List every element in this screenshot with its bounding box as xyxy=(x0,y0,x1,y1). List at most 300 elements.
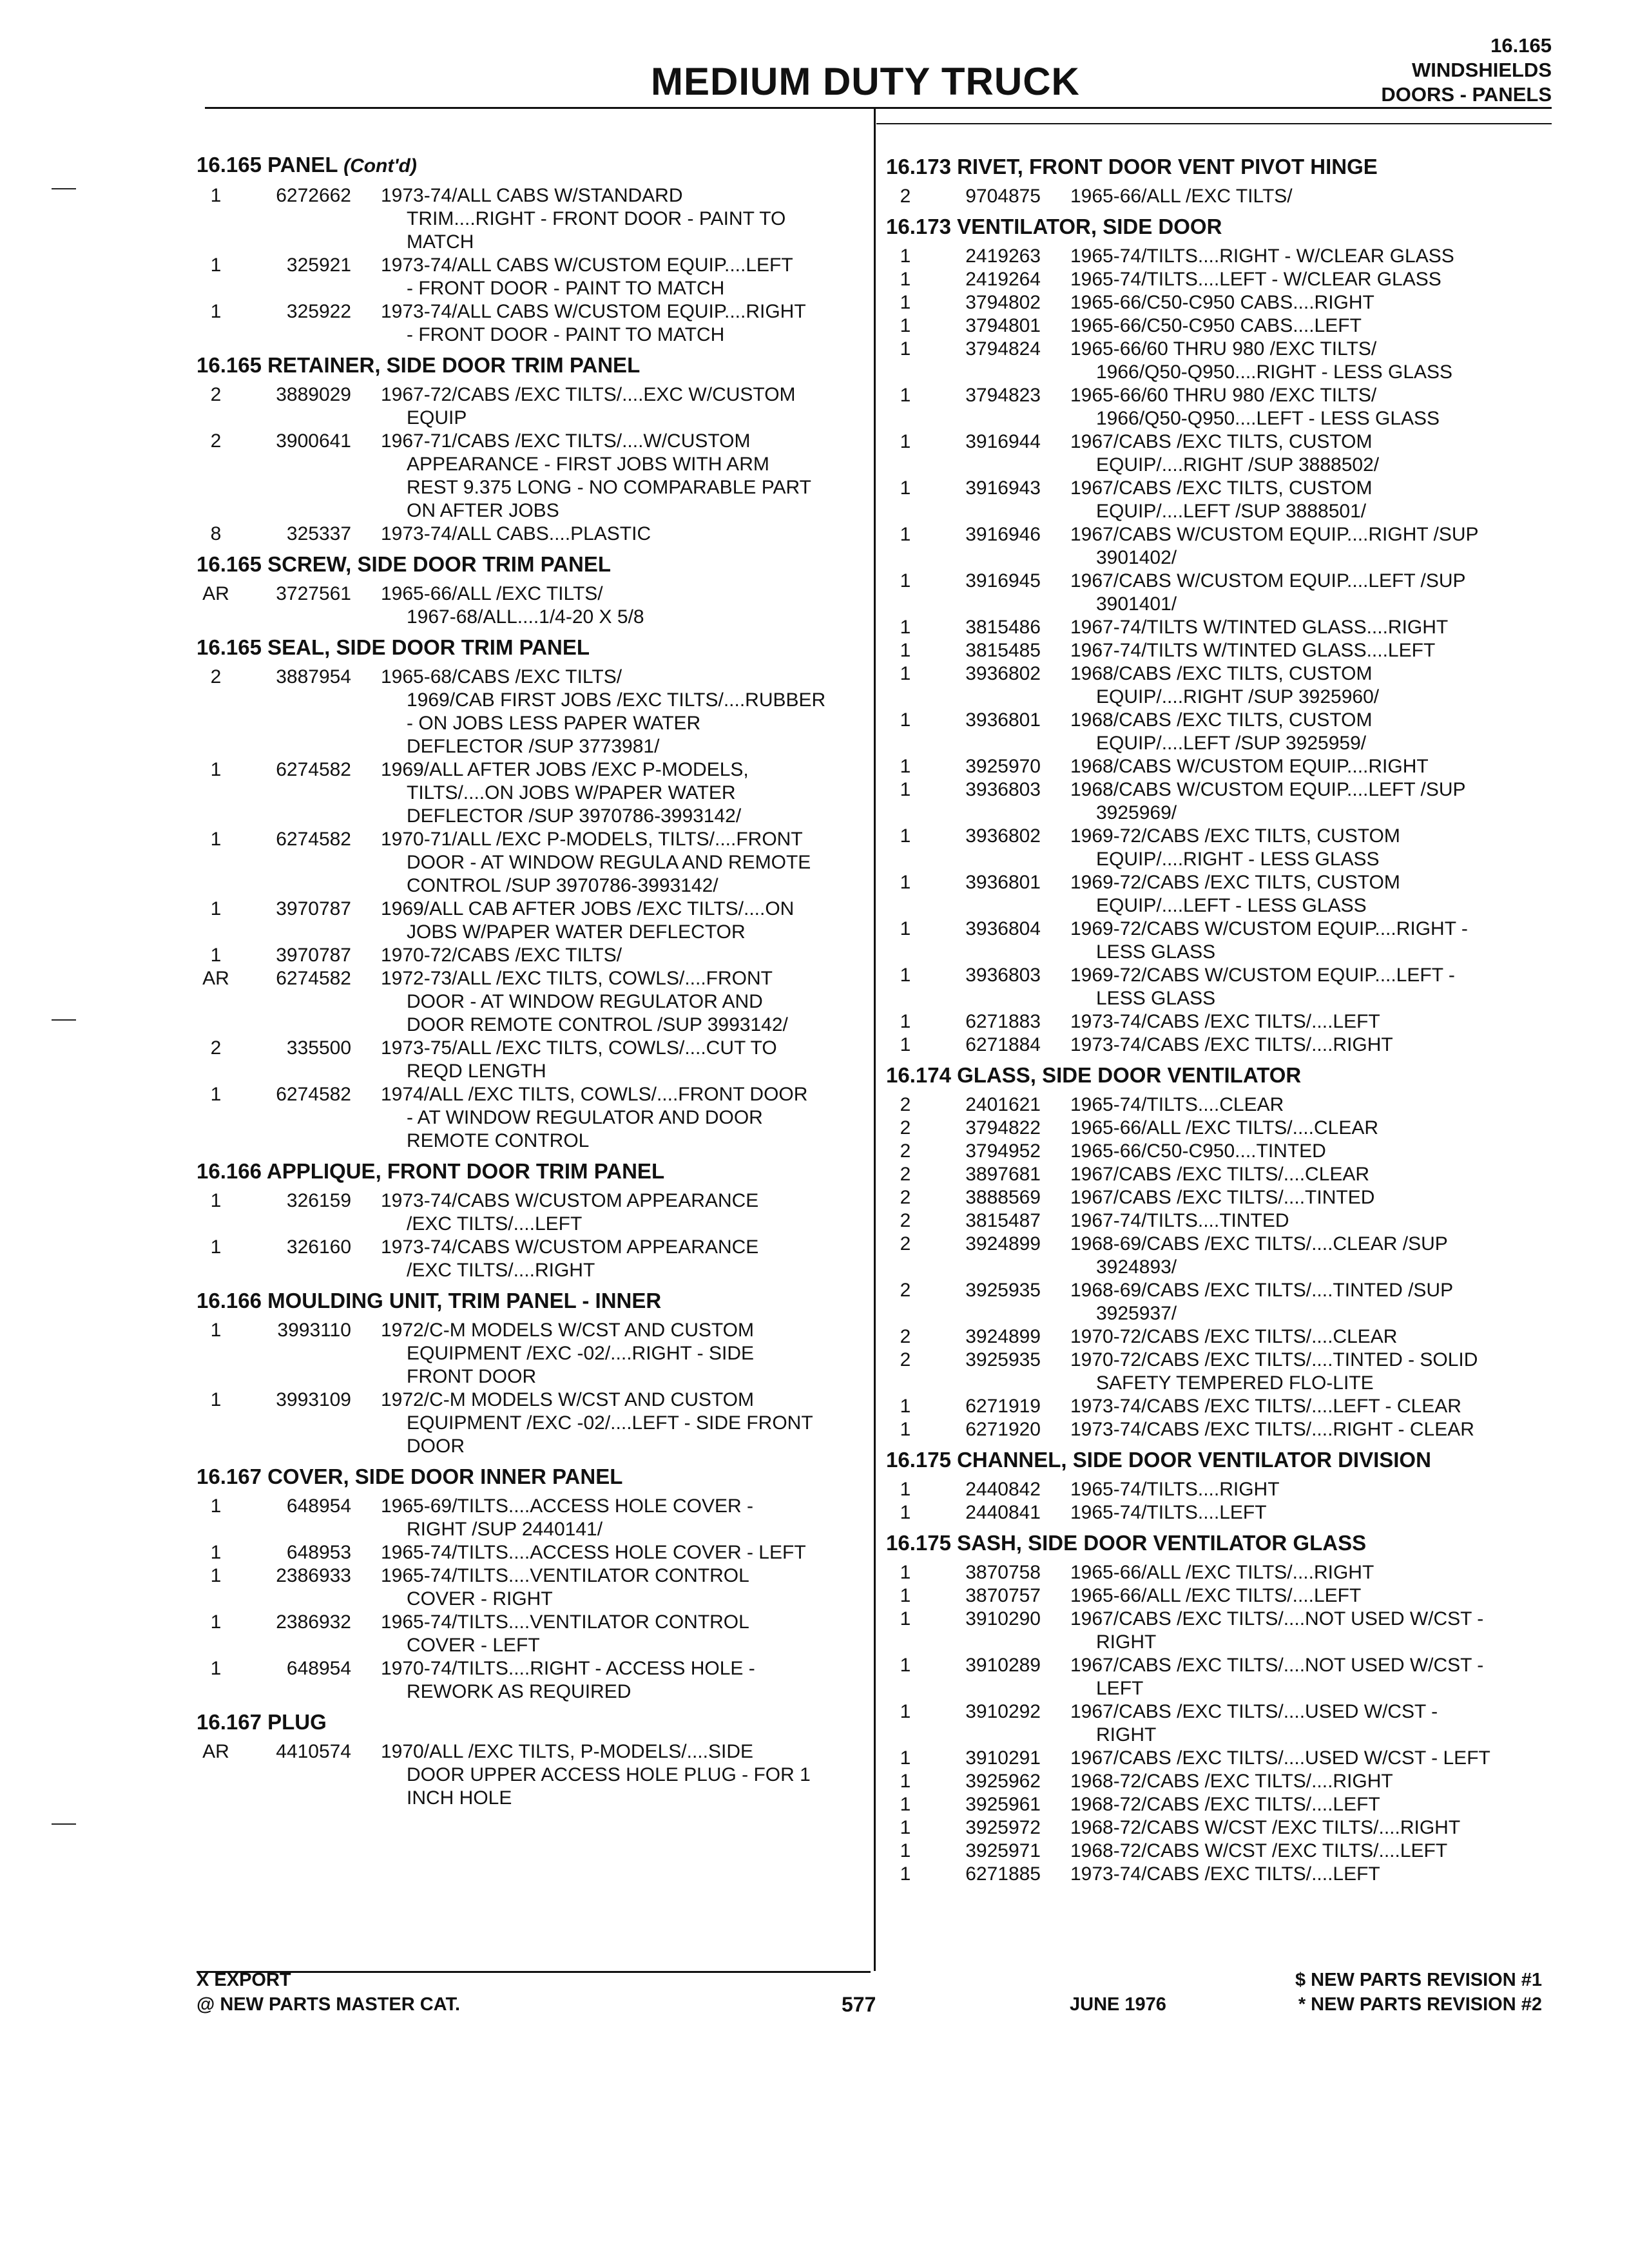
part-number: 3970787 xyxy=(276,945,351,966)
part-row xyxy=(886,430,1543,477)
part-description xyxy=(1070,639,1543,662)
part-number: 3910291 xyxy=(965,1747,1041,1769)
description-line: 1968-72/CABS /EXC TILTS/....RIGHT xyxy=(1070,1771,1393,1792)
part-number: 3993110 xyxy=(277,1320,351,1341)
part-row xyxy=(886,1501,1543,1524)
part-description xyxy=(1070,1117,1543,1140)
section-heading xyxy=(197,552,867,577)
quantity: 1 xyxy=(900,779,911,800)
section-title: 16.173 RIVET, FRONT DOOR VENT PIVOT HINGE xyxy=(886,155,1378,178)
part-description xyxy=(1070,1325,1543,1349)
part-number: 3815486 xyxy=(965,617,1041,638)
part-row xyxy=(886,1140,1543,1163)
part-description xyxy=(381,184,867,254)
description-line: 1969-72/CABS W/CUSTOM EQUIP....LEFT - xyxy=(1070,965,1455,986)
part-row xyxy=(886,1395,1543,1418)
quantity: 1 xyxy=(210,1084,222,1105)
part-number: 3936802 xyxy=(965,825,1041,847)
part-row xyxy=(197,184,867,254)
part-number: 3916943 xyxy=(965,477,1041,499)
part-row xyxy=(197,828,867,898)
part-number: 325922 xyxy=(286,301,351,322)
part-row xyxy=(886,1186,1543,1209)
part-number: 3870758 xyxy=(965,1562,1041,1583)
quantity: 1 xyxy=(900,756,911,777)
part-number: 6274582 xyxy=(276,1084,351,1105)
part-number: 2386933 xyxy=(276,1565,351,1586)
part-number: 3925961 xyxy=(965,1794,1041,1815)
description-line: EQUIP/....LEFT /SUP 3925959/ xyxy=(1096,733,1367,754)
quantity: 2 xyxy=(210,666,222,687)
part-row xyxy=(197,1389,867,1458)
description-line: LEFT xyxy=(1096,1678,1144,1699)
part-row xyxy=(886,570,1543,616)
description-line: 1970-74/TILTS....RIGHT - ACCESS HOLE - xyxy=(381,1658,755,1679)
section-title: 16.165 SCREW, SIDE DOOR TRIM PANEL xyxy=(197,552,612,576)
quantity: 1 xyxy=(900,1396,911,1417)
part-row xyxy=(197,300,867,347)
quantity: 1 xyxy=(900,617,911,638)
description-line: 1965-74/TILTS....VENTILATOR CONTROL xyxy=(381,1565,749,1586)
part-description xyxy=(381,523,867,546)
part-description xyxy=(1070,1747,1543,1770)
description-line: REWORK AS REQUIRED xyxy=(407,1681,631,1702)
part-row xyxy=(886,1418,1543,1441)
part-number: 2401621 xyxy=(965,1094,1041,1115)
quantity: 2 xyxy=(210,1037,222,1059)
part-row xyxy=(197,944,867,967)
section-title: 16.166 APPLIQUE, FRONT DOOR TRIM PANEL xyxy=(197,1159,665,1183)
quantity: 1 xyxy=(900,1419,911,1440)
part-description xyxy=(381,430,867,523)
part-row xyxy=(197,1319,867,1389)
description-line: 1965-74/TILTS....CLEAR xyxy=(1070,1094,1284,1115)
part-description xyxy=(1070,1700,1543,1747)
description-line: 1968/CABS W/CUSTOM EQUIP....RIGHT xyxy=(1070,756,1429,777)
description-line: RIGHT xyxy=(1096,1631,1157,1653)
part-row xyxy=(886,1840,1543,1863)
part-description xyxy=(1070,1186,1543,1209)
part-number: 6271885 xyxy=(965,1863,1041,1885)
quantity: 1 xyxy=(900,709,911,731)
part-number: 3794802 xyxy=(965,292,1041,313)
description-line: 1973-74/CABS /EXC TILTS/....RIGHT - CLEAR xyxy=(1070,1419,1474,1440)
description-line: 1973-75/ALL /EXC TILTS, COWLS/....CUT TO xyxy=(381,1037,777,1059)
part-number: 325337 xyxy=(286,523,351,544)
description-line: FRONT DOOR xyxy=(407,1366,537,1387)
quantity: 1 xyxy=(210,301,222,322)
description-line: APPEARANCE - FIRST JOBS WITH ARM xyxy=(407,454,769,475)
quantity: 2 xyxy=(900,1117,911,1139)
part-number: 326159 xyxy=(286,1190,351,1211)
part-number: 325921 xyxy=(286,255,351,276)
part-number: 6274582 xyxy=(276,968,351,989)
part-description xyxy=(381,898,867,944)
description-line: RIGHT xyxy=(1096,1724,1157,1745)
part-description xyxy=(381,1657,867,1704)
part-description xyxy=(1070,1233,1543,1279)
part-number: 3897681 xyxy=(965,1164,1041,1185)
part-description xyxy=(381,944,867,967)
part-description xyxy=(1070,314,1543,338)
part-description xyxy=(1070,1840,1543,1863)
part-description xyxy=(1070,268,1543,291)
description-line: 1973-74/CABS /EXC TILTS/....LEFT xyxy=(1070,1011,1380,1032)
description-line: 1965-74/TILTS....ACCESS HOLE COVER - LEFT xyxy=(381,1542,806,1563)
description-line: 1968-72/CABS W/CST /EXC TILTS/....RIGHT xyxy=(1070,1817,1461,1838)
part-row xyxy=(197,1189,867,1236)
description-line: 1967/CABS /EXC TILTS, CUSTOM xyxy=(1070,477,1373,499)
description-line: 1966/Q50-Q950....LEFT - LESS GLASS xyxy=(1096,408,1440,429)
header-rule xyxy=(205,107,1552,109)
part-number: 3794952 xyxy=(965,1140,1041,1162)
part-number: 3900641 xyxy=(276,430,351,452)
description-line: 1965-66/C50-C950 CABS....RIGHT xyxy=(1070,292,1374,313)
quantity: 2 xyxy=(900,1280,911,1301)
description-line: 1965-74/TILTS....VENTILATOR CONTROL xyxy=(381,1611,749,1633)
section-heading xyxy=(197,1288,867,1314)
description-line: 1967/CABS /EXC TILTS/....TINTED xyxy=(1070,1187,1375,1208)
part-description xyxy=(1070,871,1543,918)
description-line: LESS GLASS xyxy=(1096,941,1216,963)
section-title: 16.166 MOULDING UNIT, TRIM PANEL - INNER xyxy=(197,1289,662,1312)
description-line: 1968-69/CABS /EXC TILTS/....CLEAR /SUP xyxy=(1070,1233,1448,1254)
description-line: EQUIP/....RIGHT - LESS GLASS xyxy=(1096,849,1380,870)
description-line: 1965-68/CABS /EXC TILTS/ xyxy=(381,666,622,687)
part-description xyxy=(1070,430,1543,477)
part-row xyxy=(886,1561,1543,1584)
section-title: 16.165 PANEL xyxy=(197,153,338,177)
part-number: 335500 xyxy=(286,1037,351,1059)
header-section-info xyxy=(1381,34,1552,107)
part-row xyxy=(886,1700,1543,1747)
quantity: 1 xyxy=(210,1320,222,1341)
description-line: REMOTE CONTROL xyxy=(407,1130,590,1151)
description-line: DEFLECTOR /SUP 3970786-3993142/ xyxy=(407,805,742,827)
part-row xyxy=(886,1793,1543,1816)
part-description xyxy=(1070,1863,1543,1886)
part-row xyxy=(886,964,1543,1010)
description-line: 1969-72/CABS /EXC TILTS, CUSTOM xyxy=(1070,872,1400,893)
part-description xyxy=(1070,1349,1543,1395)
margin-tick-mark xyxy=(52,1019,76,1021)
part-description xyxy=(1070,918,1543,964)
description-line: 1966/Q50-Q950....RIGHT - LESS GLASS xyxy=(1096,361,1453,383)
part-description xyxy=(1070,755,1543,778)
part-number: 2419263 xyxy=(965,245,1041,267)
part-row xyxy=(886,314,1543,338)
part-number: 3815487 xyxy=(965,1210,1041,1231)
part-row xyxy=(886,1584,1543,1608)
part-row xyxy=(197,430,867,523)
description-line: 1967-72/CABS /EXC TILTS/....EXC W/CUSTOM xyxy=(381,384,796,405)
part-number: 6271884 xyxy=(965,1034,1041,1055)
description-line: 1967/CABS /EXC TILTS/....USED W/CST - LEFT xyxy=(1070,1747,1490,1769)
part-number: 3993109 xyxy=(276,1389,351,1410)
legend-export: X EXPORT xyxy=(197,1970,291,1990)
part-description xyxy=(1070,709,1543,755)
part-number: 3936801 xyxy=(965,709,1041,731)
part-description xyxy=(1070,1033,1543,1057)
quantity: 2 xyxy=(900,1164,911,1185)
page-number: 577 xyxy=(842,1993,876,2016)
part-number: 3925962 xyxy=(965,1771,1041,1792)
part-number: 6272662 xyxy=(276,185,351,206)
left-column xyxy=(197,146,867,1810)
description-line: SAFETY TEMPERED FLO-LITE xyxy=(1096,1372,1374,1394)
section-suffix: (Cont'd) xyxy=(343,155,417,177)
part-description xyxy=(1070,1209,1543,1233)
description-line: COVER - RIGHT xyxy=(407,1588,553,1610)
part-number: 3936803 xyxy=(965,965,1041,986)
quantity: 1 xyxy=(900,825,911,847)
quantity: 2 xyxy=(900,1233,911,1254)
margin-tick-mark xyxy=(52,188,76,189)
part-row xyxy=(886,1478,1543,1501)
section-heading xyxy=(886,1447,1543,1473)
header-subject-2: DOORS - PANELS xyxy=(1381,83,1552,106)
part-number: 3889029 xyxy=(276,384,351,405)
quantity: 1 xyxy=(210,1565,222,1586)
part-row xyxy=(197,1611,867,1657)
quantity: 1 xyxy=(210,945,222,966)
quantity: 1 xyxy=(900,872,911,893)
description-line: EQUIPMENT /EXC -02/....LEFT - SIDE FRONT xyxy=(407,1412,813,1434)
description-line: EQUIP/....LEFT - LESS GLASS xyxy=(1096,895,1367,916)
section-title: 16.165 RETAINER, SIDE DOOR TRIM PANEL xyxy=(197,353,641,377)
section-heading xyxy=(886,154,1543,180)
part-row xyxy=(886,1093,1543,1117)
part-description xyxy=(381,1083,867,1153)
part-row xyxy=(886,1770,1543,1793)
quantity: 2 xyxy=(900,1210,911,1231)
part-description xyxy=(1070,1140,1543,1163)
quantity: 1 xyxy=(210,1495,222,1517)
description-line: 1967-71/CABS /EXC TILTS/....W/CUSTOM xyxy=(381,430,751,452)
section-heading xyxy=(886,1062,1543,1088)
part-description xyxy=(381,967,867,1037)
description-line: 1965-69/TILTS....ACCESS HOLE COVER - xyxy=(381,1495,753,1517)
section-title: 16.173 VENTILATOR, SIDE DOOR xyxy=(886,215,1222,238)
part-number: 3794822 xyxy=(965,1117,1041,1139)
part-row xyxy=(886,1863,1543,1886)
description-line: JOBS W/PAPER WATER DEFLECTOR xyxy=(407,921,746,943)
part-description xyxy=(1070,964,1543,1010)
page-title: MEDIUM DUTY TRUCK xyxy=(651,60,1080,103)
description-line: TILTS/....ON JOBS W/PAPER WATER xyxy=(407,782,736,803)
header-rule-right xyxy=(876,123,1552,124)
description-line: /EXC TILTS/....LEFT xyxy=(407,1213,583,1235)
part-row xyxy=(197,666,867,758)
part-description xyxy=(1070,1654,1543,1700)
quantity: 1 xyxy=(210,829,222,850)
description-line: 1967/CABS /EXC TILTS/....USED W/CST - xyxy=(1070,1701,1438,1722)
part-number: 3924899 xyxy=(965,1233,1041,1254)
part-row xyxy=(886,291,1543,314)
part-description xyxy=(1070,1093,1543,1117)
part-row xyxy=(886,1033,1543,1057)
part-description xyxy=(1070,291,1543,314)
part-description xyxy=(1070,825,1543,871)
part-row xyxy=(197,254,867,300)
part-row xyxy=(886,1279,1543,1325)
part-row xyxy=(886,384,1543,430)
part-description xyxy=(381,1389,867,1458)
quantity: 1 xyxy=(900,1479,911,1500)
footer-revisions xyxy=(1295,1968,1542,2017)
quantity: 1 xyxy=(900,269,911,290)
description-line: 1969/CAB FIRST JOBS /EXC TILTS/....RUBBER xyxy=(407,689,826,711)
part-row xyxy=(197,1083,867,1153)
part-number: 326160 xyxy=(286,1236,351,1258)
description-line: 1973-74/ALL CABS W/CUSTOM EQUIP....LEFT xyxy=(381,255,793,276)
description-line: 1969/ALL CAB AFTER JOBS /EXC TILTS/....ON xyxy=(381,898,795,919)
part-number: 6274582 xyxy=(276,759,351,780)
part-number: 6271883 xyxy=(965,1011,1041,1032)
quantity: 1 xyxy=(900,292,911,313)
part-number: 3925970 xyxy=(965,756,1041,777)
description-line: 1970-72/CABS /EXC TILTS/ xyxy=(381,945,622,966)
part-row xyxy=(197,967,867,1037)
section-title: 16.167 COVER, SIDE DOOR INNER PANEL xyxy=(197,1465,623,1488)
description-line: 1968/CABS /EXC TILTS, CUSTOM xyxy=(1070,709,1373,731)
part-description xyxy=(1070,1010,1543,1033)
description-line: 1965-66/C50-C950....TINTED xyxy=(1070,1140,1326,1162)
quantity: 2 xyxy=(900,1187,911,1208)
header-section-number: 16.165 xyxy=(1490,34,1552,57)
part-number: 2440842 xyxy=(965,1479,1041,1500)
quantity: AR xyxy=(202,583,229,604)
part-row xyxy=(886,1010,1543,1033)
section-title: 16.165 SEAL, SIDE DOOR TRIM PANEL xyxy=(197,635,590,659)
part-number: 648954 xyxy=(286,1658,351,1679)
part-number: 3916945 xyxy=(965,570,1041,591)
section-heading xyxy=(197,635,867,660)
footer-date: JUNE 1976 xyxy=(1070,1994,1166,2015)
part-row xyxy=(886,1325,1543,1349)
description-line: 1973-74/ALL CABS W/STANDARD xyxy=(381,185,683,206)
part-description xyxy=(381,1189,867,1236)
description-line: 1965-66/C50-C950 CABS....LEFT xyxy=(1070,315,1362,336)
part-row xyxy=(197,1037,867,1083)
description-line: 3901401/ xyxy=(1096,593,1177,615)
description-line: 1968/CABS /EXC TILTS, CUSTOM xyxy=(1070,663,1373,684)
description-line: 1972/C-M MODELS W/CST AND CUSTOM xyxy=(381,1320,754,1341)
description-line: 1965-66/ALL /EXC TILTS/ xyxy=(1070,186,1293,207)
section-title: 16.175 CHANNEL, SIDE DOOR VENTILATOR DIVISION xyxy=(886,1448,1431,1472)
description-line: 1967/CABS /EXC TILTS/....NOT USED W/CST - xyxy=(1070,1655,1484,1676)
description-line: 1967/CABS /EXC TILTS/....NOT USED W/CST - xyxy=(1070,1608,1484,1629)
quantity: 2 xyxy=(900,1140,911,1162)
description-line: 3924893/ xyxy=(1096,1256,1177,1278)
quantity: 2 xyxy=(900,186,911,207)
part-number: 648954 xyxy=(286,1495,351,1517)
part-description xyxy=(1070,1608,1543,1654)
description-line: REST 9.375 LONG - NO COMPARABLE PART xyxy=(407,477,811,498)
part-description xyxy=(1070,778,1543,825)
description-line: EQUIP/....RIGHT /SUP 3888502/ xyxy=(1096,454,1380,476)
part-description xyxy=(1070,1561,1543,1584)
part-number: 6274582 xyxy=(276,829,351,850)
description-line: 1968-72/CABS W/CST /EXC TILTS/....LEFT xyxy=(1070,1840,1448,1861)
description-line: 1969-72/CABS /EXC TILTS, CUSTOM xyxy=(1070,825,1400,847)
part-row xyxy=(197,523,867,546)
part-number: 2440841 xyxy=(965,1502,1041,1523)
description-line: 1972-73/ALL /EXC TILTS, COWLS/....FRONT xyxy=(381,968,773,989)
description-line: DOOR - AT WINDOW REGULA AND REMOTE xyxy=(407,852,811,873)
description-line: 1973-74/CABS /EXC TILTS/....RIGHT xyxy=(1070,1034,1393,1055)
part-number: 3916946 xyxy=(965,524,1041,545)
description-line: 1965-66/60 THRU 980 /EXC TILTS/ xyxy=(1070,338,1377,360)
part-description xyxy=(381,383,867,430)
part-description xyxy=(1070,1478,1543,1501)
part-description xyxy=(381,1564,867,1611)
part-description xyxy=(381,254,867,300)
quantity: 1 xyxy=(900,1817,911,1838)
description-line: 1973-74/CABS W/CUSTOM APPEARANCE xyxy=(381,1236,759,1258)
description-line: 1965-74/TILTS....LEFT - W/CLEAR GLASS xyxy=(1070,269,1441,290)
part-row xyxy=(197,1495,867,1541)
quantity: 2 xyxy=(900,1326,911,1347)
description-line: 1965-66/ALL /EXC TILTS/....CLEAR xyxy=(1070,1117,1379,1139)
part-number: 3925971 xyxy=(965,1840,1041,1861)
quantity: AR xyxy=(202,1741,229,1762)
part-number: 3910290 xyxy=(965,1608,1041,1629)
right-column xyxy=(886,148,1543,1886)
description-line: DOOR - AT WINDOW REGULATOR AND xyxy=(407,991,763,1012)
part-number: 3727561 xyxy=(276,583,351,604)
part-description xyxy=(381,666,867,758)
revision-2: * NEW PARTS REVISION #2 xyxy=(1298,1994,1542,2015)
quantity: 1 xyxy=(900,1011,911,1032)
part-number: 3936802 xyxy=(965,663,1041,684)
part-number: 3887954 xyxy=(276,666,351,687)
description-line: 1967/CABS /EXC TILTS, CUSTOM xyxy=(1070,431,1373,452)
section-title: 16.175 SASH, SIDE DOOR VENTILATOR GLASS xyxy=(886,1531,1367,1555)
part-row xyxy=(886,778,1543,825)
part-row xyxy=(197,1657,867,1704)
part-description xyxy=(1070,1395,1543,1418)
description-line: CONTROL /SUP 3970786-3993142/ xyxy=(407,875,718,896)
part-description xyxy=(1070,1279,1543,1325)
part-row xyxy=(886,918,1543,964)
description-line: 1970-72/CABS /EXC TILTS/....CLEAR xyxy=(1070,1326,1398,1347)
quantity: 1 xyxy=(900,477,911,499)
section-heading xyxy=(197,152,867,179)
description-line: 1965-66/ALL /EXC TILTS/....RIGHT xyxy=(1070,1562,1374,1583)
quantity: 1 xyxy=(900,640,911,661)
section-heading xyxy=(886,214,1543,240)
quantity: 2 xyxy=(900,1094,911,1115)
part-description xyxy=(1070,245,1543,268)
section-heading xyxy=(197,1709,867,1735)
revision-1: $ NEW PARTS REVISION #1 xyxy=(1295,1970,1542,1990)
description-line: 1968/CABS W/CUSTOM EQUIP....LEFT /SUP xyxy=(1070,779,1466,800)
header-subject-1: WINDSHIELDS xyxy=(1412,59,1552,81)
part-number: 3794823 xyxy=(965,385,1041,406)
description-line: MATCH xyxy=(407,231,474,253)
description-line: INCH HOLE xyxy=(407,1787,512,1809)
part-description xyxy=(381,1495,867,1541)
description-line: EQUIP xyxy=(407,407,467,428)
quantity: 2 xyxy=(210,430,222,452)
description-line: REQD LENGTH xyxy=(407,1061,546,1082)
part-row xyxy=(886,1608,1543,1654)
description-line: 1965-66/ALL /EXC TILTS/ xyxy=(381,583,603,604)
quantity: 1 xyxy=(900,1794,911,1815)
legend-master: @ NEW PARTS MASTER CAT. xyxy=(197,1994,461,2015)
quantity: AR xyxy=(202,968,229,989)
